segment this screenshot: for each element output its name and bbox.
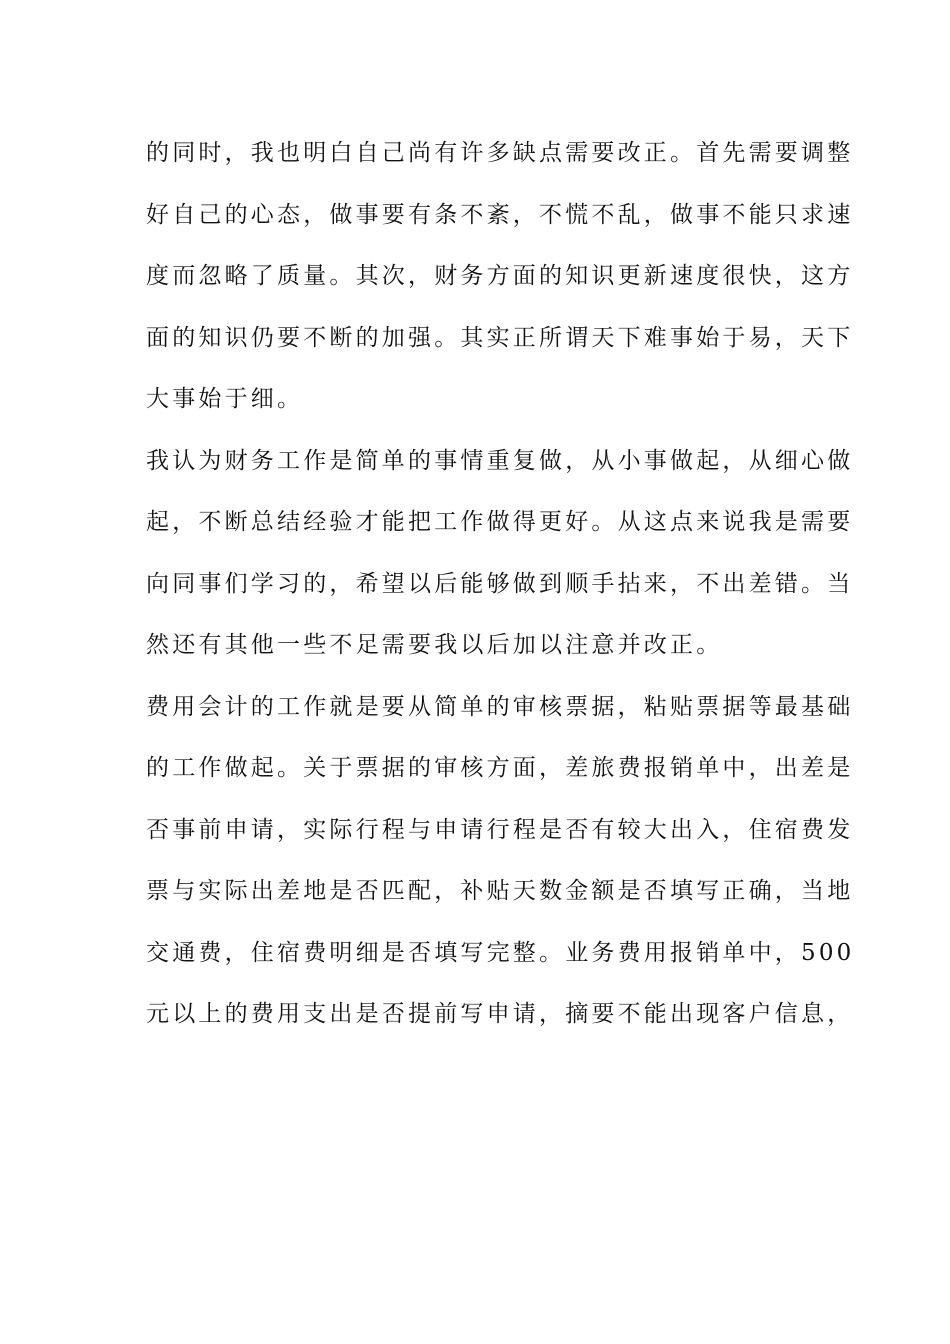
- text-line: 度而忽略了质量。其次，财务方面的知识更新速度很快，这方: [146, 263, 854, 289]
- text-line: 面的知识仍要不断的加强。其实正所谓天下难事始于易，天下: [146, 324, 854, 351]
- document-body: [146, 128, 855, 1051]
- text-line: 向同事们学习的，希望以后能够做到顺手拈来，不出差错。当: [146, 570, 854, 597]
- text-line: 大事始于细。: [146, 386, 304, 412]
- text-line: 的工作做起。关于票据的审核方面，差旅费报销单中，出差是: [146, 755, 854, 781]
- text-line: 否事前申请，实际行程与申请行程是否有较大出入，住宿费发: [146, 816, 854, 843]
- text-line: 费用会计的工作就是要从简单的审核票据，粘贴票据等最基础: [146, 693, 854, 720]
- text-line: 交通费，住宿费明细是否填写完整。业务费用报销单中，500: [146, 939, 855, 966]
- text-line: 的同时，我也明白自己尚有许多缺点需要改正。首先需要调整: [146, 140, 854, 166]
- text-line: 元以上的费用支出是否提前写申请，摘要不能出现客户信息，: [146, 1001, 854, 1027]
- text-line: 好自己的心态，做事要有条不紊，不慌不乱，做事不能只求速: [146, 201, 854, 228]
- text-line: 票与实际出差地是否匹配，补贴天数金额是否填写正确，当地: [146, 878, 854, 904]
- text-line: 起，不断总结经验才能把工作做得更好。从这点来说我是需要: [146, 509, 854, 535]
- text-line: 然还有其他一些不足需要我以后加以注意并改正。: [146, 632, 723, 658]
- text-line: 我认为财务工作是简单的事情重复做，从小事做起，从细心做: [146, 447, 854, 474]
